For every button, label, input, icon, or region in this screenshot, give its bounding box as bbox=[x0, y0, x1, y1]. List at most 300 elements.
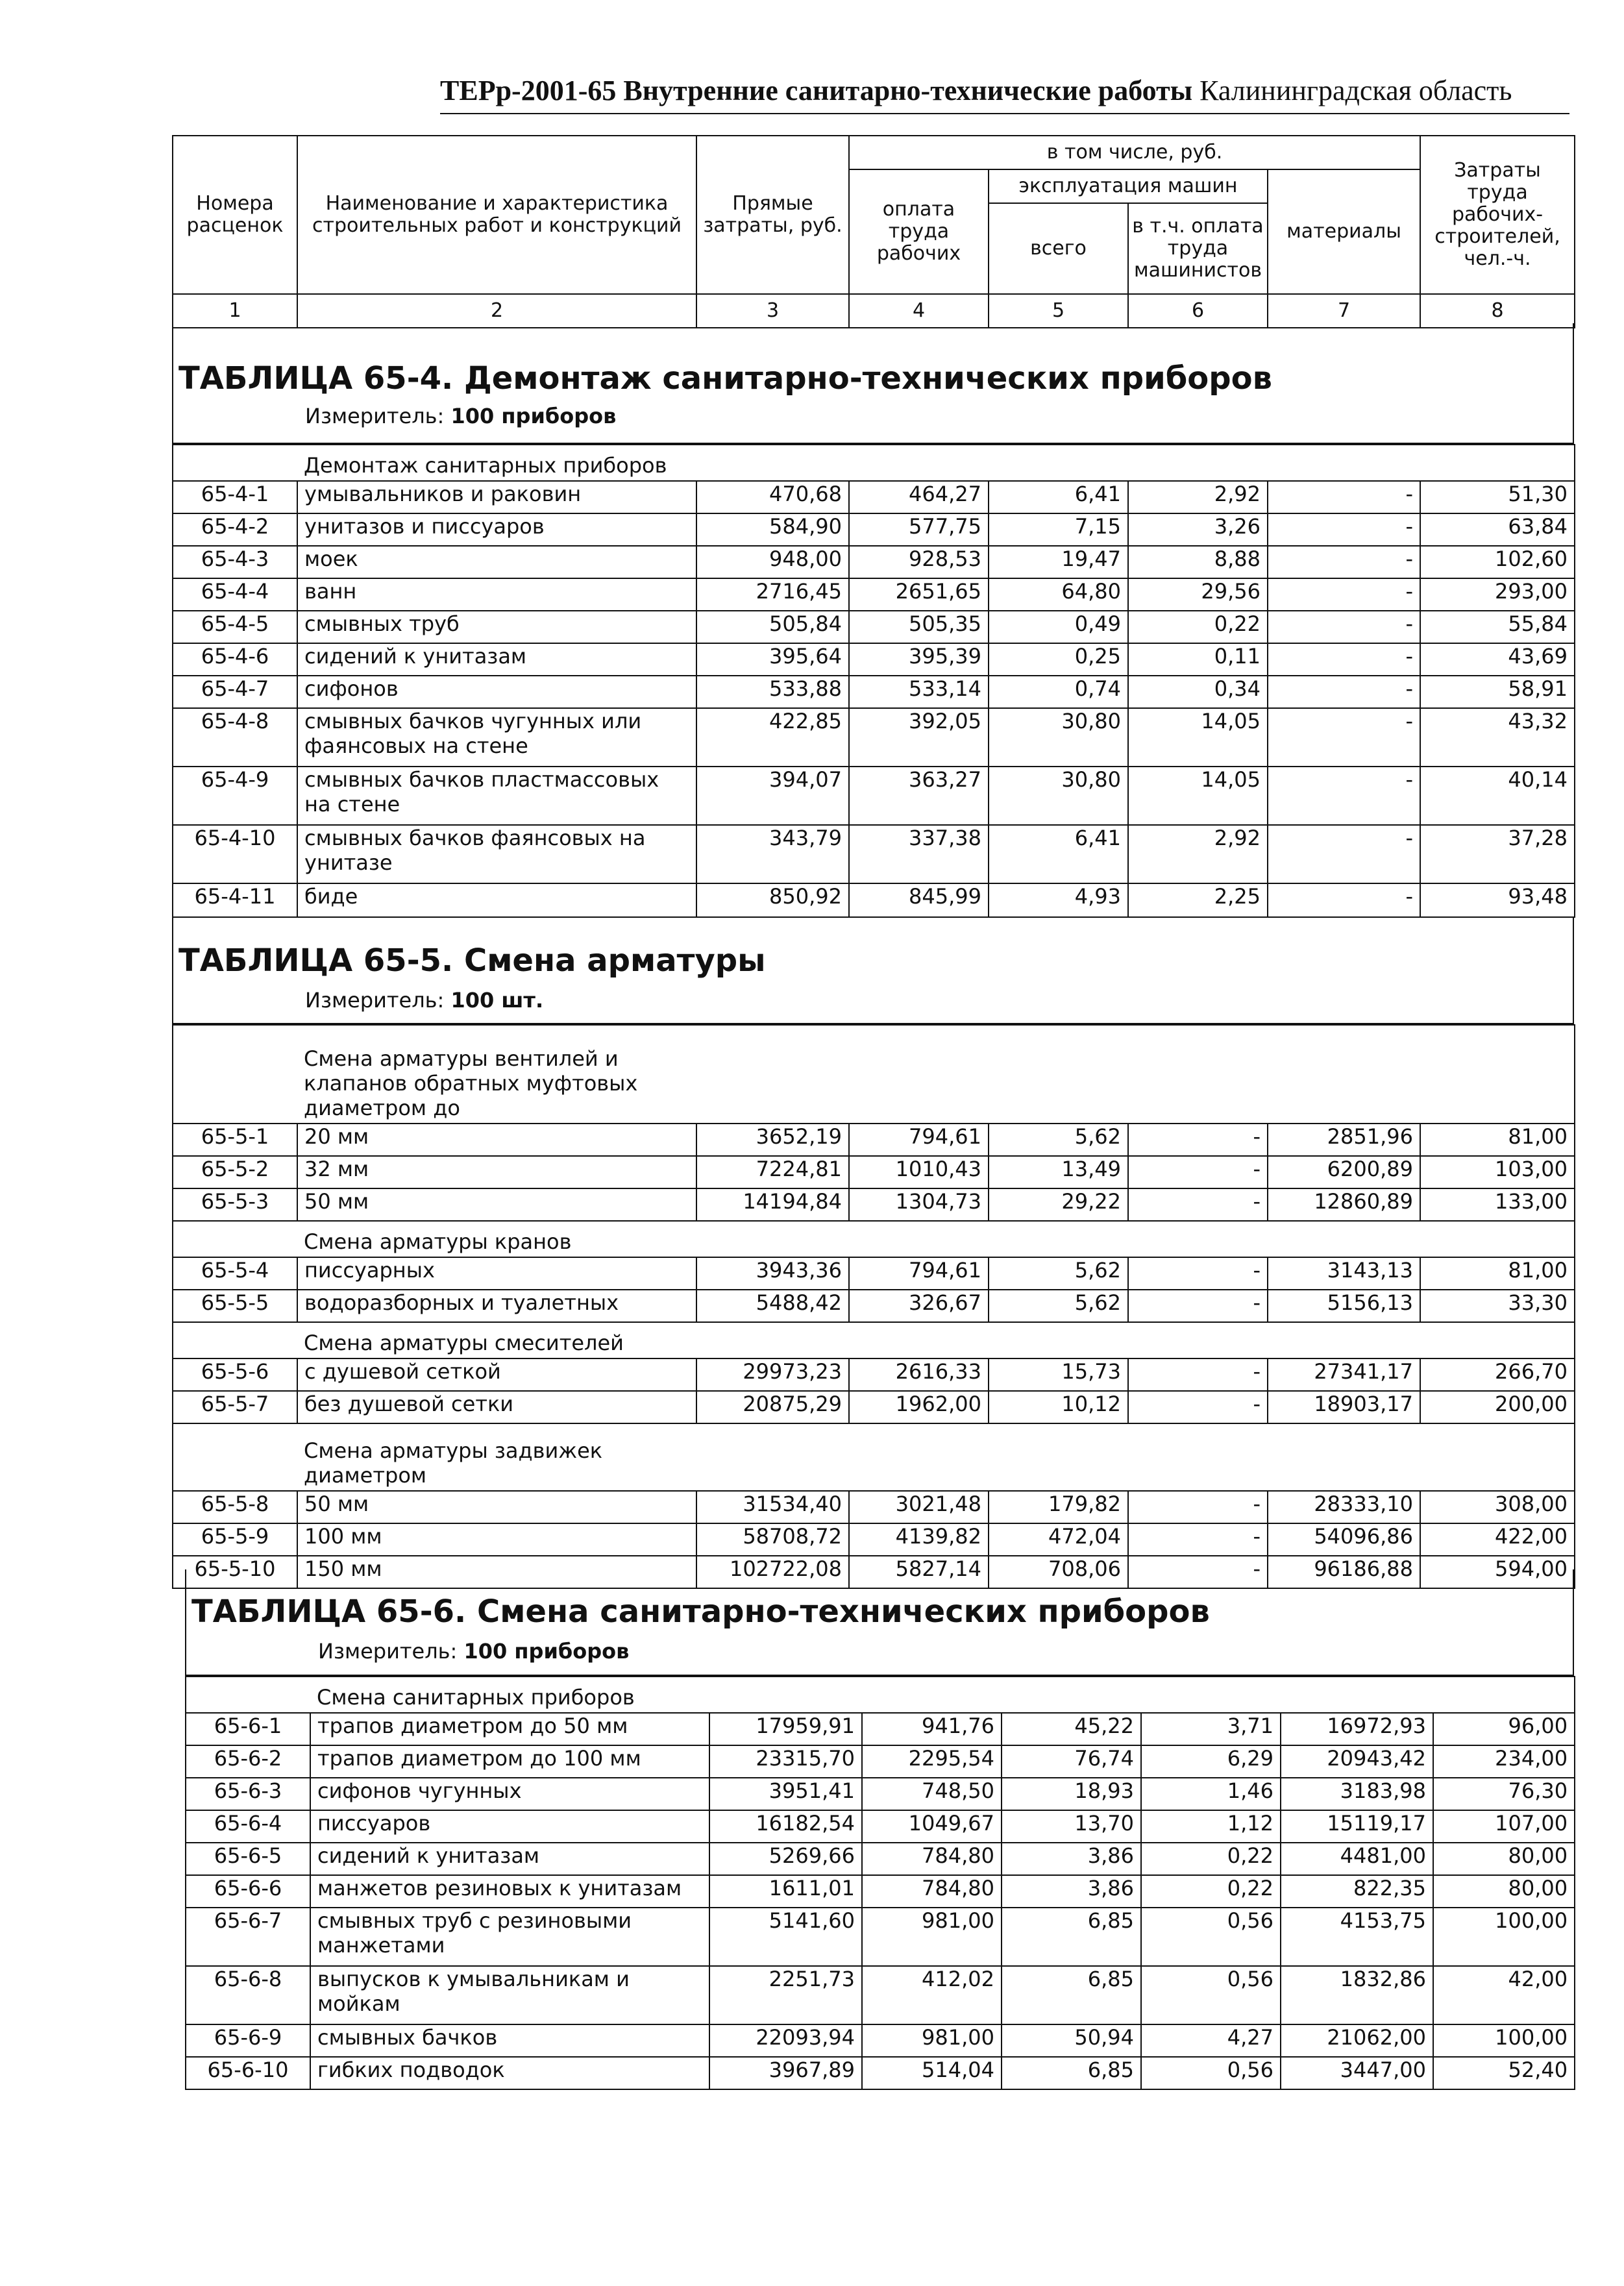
cell-code: 65-5-7 bbox=[173, 1391, 297, 1423]
table-row bbox=[173, 1124, 1575, 1156]
cell-code: 65-4-1 bbox=[173, 481, 297, 513]
group-label: Демонтаж санитарных приборов bbox=[297, 445, 1575, 481]
cell-mach: 472,04 bbox=[989, 1523, 1128, 1556]
cell-hours: 100,00 bbox=[1433, 1908, 1575, 1966]
cell-code: 65-6-4 bbox=[186, 1810, 310, 1843]
cell-labor: 794,61 bbox=[849, 1124, 989, 1156]
section-title: ТАБЛИЦА 65-6. Смена санитарно-технических приборов bbox=[191, 1593, 1210, 1630]
cell-hours: 51,30 bbox=[1420, 481, 1575, 513]
cell-machinists: 6,29 bbox=[1141, 1745, 1281, 1778]
cell-direct: 850,92 bbox=[696, 883, 849, 917]
cell-machinists: 3,26 bbox=[1128, 513, 1268, 546]
col-including-header: в том числе, руб. bbox=[849, 136, 1420, 169]
cell-name: без душевой сетки bbox=[297, 1391, 696, 1423]
cell-hours: 42,00 bbox=[1433, 1966, 1575, 2024]
cell-name: трапов диаметром до 50 мм bbox=[310, 1713, 709, 1745]
table-row bbox=[173, 1523, 1575, 1556]
cell-direct: 17959,91 bbox=[709, 1713, 862, 1745]
cell-labor: 1962,00 bbox=[849, 1391, 989, 1423]
cell-hours: 308,00 bbox=[1420, 1491, 1575, 1523]
col-labor-header: оплата труда рабочих bbox=[849, 169, 989, 294]
section-table bbox=[172, 1024, 1575, 1589]
table-row bbox=[173, 1156, 1575, 1188]
group-spacer bbox=[173, 1025, 297, 1124]
cell-machinists: 2,92 bbox=[1128, 825, 1268, 883]
cell-machinists: - bbox=[1128, 1491, 1268, 1523]
cell-direct: 470,68 bbox=[696, 481, 849, 513]
cell-labor: 2295,54 bbox=[862, 1745, 1002, 1778]
cell-hours: 102,60 bbox=[1420, 546, 1575, 578]
cell-mach: 6,85 bbox=[1002, 1908, 1141, 1966]
cell-materials: 6200,89 bbox=[1268, 1156, 1420, 1188]
table-row bbox=[173, 1257, 1575, 1290]
cell-materials: 12860,89 bbox=[1268, 1188, 1420, 1221]
cell-materials: 1832,86 bbox=[1281, 1966, 1433, 2024]
col-machines-header: эксплуатация машин bbox=[989, 169, 1268, 203]
col-number: 4 bbox=[849, 294, 989, 328]
cell-name: смывных бачков bbox=[310, 2024, 709, 2057]
col-machines-total-header: всего bbox=[989, 203, 1128, 294]
cell-materials: 3143,13 bbox=[1268, 1257, 1420, 1290]
col-number: 2 bbox=[297, 294, 696, 328]
group-spacer bbox=[173, 1221, 297, 1257]
cell-direct: 31534,40 bbox=[696, 1491, 849, 1523]
cell-machinists: 0,56 bbox=[1141, 1966, 1281, 2024]
header-title: Внутренние санитарно-технические работы bbox=[623, 75, 1193, 106]
cell-labor: 412,02 bbox=[862, 1966, 1002, 2024]
cell-hours: 133,00 bbox=[1420, 1188, 1575, 1221]
table-row bbox=[173, 643, 1575, 676]
header-region: Калининградская область bbox=[1200, 75, 1512, 106]
cell-direct: 3967,89 bbox=[709, 2057, 862, 2089]
cell-mach: 50,94 bbox=[1002, 2024, 1141, 2057]
group-label: Смена санитарных приборов bbox=[310, 1677, 1575, 1713]
cell-code: 65-4-9 bbox=[173, 767, 297, 825]
cell-materials: - bbox=[1268, 481, 1420, 513]
cell-name: сифонов bbox=[297, 676, 696, 708]
cell-name: 150 мм bbox=[297, 1556, 696, 1588]
cell-labor: 326,67 bbox=[849, 1290, 989, 1322]
cell-materials: 28333,10 bbox=[1268, 1491, 1420, 1523]
cell-materials: - bbox=[1268, 676, 1420, 708]
cell-materials: 27341,17 bbox=[1268, 1358, 1420, 1391]
group-spacer bbox=[173, 1423, 297, 1491]
cell-machinists: - bbox=[1128, 1156, 1268, 1188]
cell-mach: 0,25 bbox=[989, 643, 1128, 676]
table-row bbox=[186, 2024, 1575, 2057]
cell-hours: 81,00 bbox=[1420, 1257, 1575, 1290]
cell-direct: 3943,36 bbox=[696, 1257, 849, 1290]
cell-hours: 594,00 bbox=[1420, 1556, 1575, 1588]
cell-mach: 10,12 bbox=[989, 1391, 1128, 1423]
table-row bbox=[173, 825, 1575, 883]
cell-mach: 30,80 bbox=[989, 708, 1128, 767]
cell-mach: 6,85 bbox=[1002, 2057, 1141, 2089]
cell-name: сидений к унитазам bbox=[297, 643, 696, 676]
cell-hours: 103,00 bbox=[1420, 1156, 1575, 1188]
cell-direct: 20875,29 bbox=[696, 1391, 849, 1423]
cell-machinists: - bbox=[1128, 1290, 1268, 1322]
cell-machinists: 2,92 bbox=[1128, 481, 1268, 513]
cell-hours: 81,00 bbox=[1420, 1124, 1575, 1156]
meter-label: Измеритель: bbox=[305, 404, 451, 428]
cell-code: 65-6-2 bbox=[186, 1745, 310, 1778]
cell-name: с душевой сеткой bbox=[297, 1358, 696, 1391]
section-frame bbox=[172, 918, 1574, 1024]
section-frame bbox=[172, 323, 1574, 444]
cell-name: умывальников и раковин bbox=[297, 481, 696, 513]
cell-hours: 200,00 bbox=[1420, 1391, 1575, 1423]
cell-hours: 43,32 bbox=[1420, 708, 1575, 767]
cell-code: 65-5-9 bbox=[173, 1523, 297, 1556]
cell-direct: 422,85 bbox=[696, 708, 849, 767]
table-row bbox=[173, 1491, 1575, 1523]
cell-name: писсуаров bbox=[310, 1810, 709, 1843]
cell-mach: 3,86 bbox=[1002, 1875, 1141, 1908]
cell-machinists: - bbox=[1128, 1523, 1268, 1556]
cell-materials: - bbox=[1268, 767, 1420, 825]
cell-labor: 533,14 bbox=[849, 676, 989, 708]
col-materials-header: материалы bbox=[1268, 169, 1420, 294]
cell-materials: 96186,88 bbox=[1268, 1556, 1420, 1588]
col-number: 6 bbox=[1128, 294, 1268, 328]
cell-mach: 18,93 bbox=[1002, 1778, 1141, 1810]
cell-labor: 784,80 bbox=[862, 1875, 1002, 1908]
col-number: 8 bbox=[1420, 294, 1575, 328]
cell-hours: 234,00 bbox=[1433, 1745, 1575, 1778]
cell-labor: 577,75 bbox=[849, 513, 989, 546]
cell-materials: 4481,00 bbox=[1281, 1843, 1433, 1875]
cell-direct: 505,84 bbox=[696, 611, 849, 643]
cell-labor: 2616,33 bbox=[849, 1358, 989, 1391]
cell-hours: 55,84 bbox=[1420, 611, 1575, 643]
cell-name: выпусков к умывальникам и мойкам bbox=[310, 1966, 709, 2024]
table-row bbox=[173, 1290, 1575, 1322]
cell-materials: 16972,93 bbox=[1281, 1713, 1433, 1745]
cell-code: 65-6-1 bbox=[186, 1713, 310, 1745]
col-number: 5 bbox=[989, 294, 1128, 328]
cell-code: 65-4-7 bbox=[173, 676, 297, 708]
cell-labor: 363,27 bbox=[849, 767, 989, 825]
cell-mach: 6,41 bbox=[989, 825, 1128, 883]
section-table bbox=[172, 444, 1575, 918]
cell-hours: 422,00 bbox=[1420, 1523, 1575, 1556]
cell-labor: 395,39 bbox=[849, 643, 989, 676]
cell-hours: 33,30 bbox=[1420, 1290, 1575, 1322]
cell-machinists: 1,46 bbox=[1141, 1778, 1281, 1810]
cell-direct: 2251,73 bbox=[709, 1966, 862, 2024]
cell-materials: - bbox=[1268, 578, 1420, 611]
table-row bbox=[173, 578, 1575, 611]
cell-name: смывных бачков фаянсовых на унитазе bbox=[297, 825, 696, 883]
cell-machinists: 0,34 bbox=[1128, 676, 1268, 708]
cell-materials: 54096,86 bbox=[1268, 1523, 1420, 1556]
group-row bbox=[173, 1322, 1575, 1358]
cell-code: 65-6-8 bbox=[186, 1966, 310, 2024]
cell-labor: 464,27 bbox=[849, 481, 989, 513]
column-header-table bbox=[172, 135, 1575, 328]
cell-name: 50 мм bbox=[297, 1188, 696, 1221]
cell-materials: 21062,00 bbox=[1281, 2024, 1433, 2057]
group-row bbox=[173, 1221, 1575, 1257]
page-header bbox=[440, 71, 1569, 114]
col-number: 1 bbox=[173, 294, 297, 328]
cell-machinists: 29,56 bbox=[1128, 578, 1268, 611]
cell-labor: 392,05 bbox=[849, 708, 989, 767]
cell-materials: - bbox=[1268, 825, 1420, 883]
cell-code: 65-5-6 bbox=[173, 1358, 297, 1391]
cell-labor: 928,53 bbox=[849, 546, 989, 578]
cell-materials: 15119,17 bbox=[1281, 1810, 1433, 1843]
cell-hours: 43,69 bbox=[1420, 643, 1575, 676]
cell-labor: 505,35 bbox=[849, 611, 989, 643]
table-row bbox=[173, 1188, 1575, 1221]
cell-direct: 3951,41 bbox=[709, 1778, 862, 1810]
cell-labor: 514,04 bbox=[862, 2057, 1002, 2089]
cell-mach: 7,15 bbox=[989, 513, 1128, 546]
cell-name: сидений к унитазам bbox=[310, 1843, 709, 1875]
cell-machinists: 14,05 bbox=[1128, 708, 1268, 767]
cell-code: 65-5-8 bbox=[173, 1491, 297, 1523]
cell-mach: 45,22 bbox=[1002, 1713, 1141, 1745]
cell-code: 65-5-3 bbox=[173, 1188, 297, 1221]
cell-direct: 394,07 bbox=[696, 767, 849, 825]
cell-labor: 941,76 bbox=[862, 1713, 1002, 1745]
cell-direct: 395,64 bbox=[696, 643, 849, 676]
cell-labor: 794,61 bbox=[849, 1257, 989, 1290]
table-row bbox=[186, 1778, 1575, 1810]
cell-machinists: - bbox=[1128, 1391, 1268, 1423]
cell-labor: 981,00 bbox=[862, 2024, 1002, 2057]
col-machinists-header: в т.ч. оплата труда машинистов bbox=[1128, 203, 1268, 294]
cell-name: манжетов резиновых к унитазам bbox=[310, 1875, 709, 1908]
table-row bbox=[186, 1713, 1575, 1745]
table-row bbox=[186, 1875, 1575, 1908]
cell-direct: 1611,01 bbox=[709, 1875, 862, 1908]
cell-code: 65-6-3 bbox=[186, 1778, 310, 1810]
cell-code: 65-6-9 bbox=[186, 2024, 310, 2057]
table-row bbox=[186, 1843, 1575, 1875]
cell-name: унитазов и писсуаров bbox=[297, 513, 696, 546]
cell-code: 65-5-1 bbox=[173, 1124, 297, 1156]
col-hours-header: Затраты труда рабочих-строителей, чел.-ч. bbox=[1420, 136, 1575, 294]
cell-name: 50 мм bbox=[297, 1491, 696, 1523]
cell-materials: - bbox=[1268, 708, 1420, 767]
cell-code: 65-6-6 bbox=[186, 1875, 310, 1908]
table-row bbox=[186, 2057, 1575, 2089]
section-frame bbox=[185, 1569, 1574, 1676]
cell-code: 65-4-5 bbox=[173, 611, 297, 643]
cell-mach: 6,85 bbox=[1002, 1966, 1141, 2024]
cell-name: моек bbox=[297, 546, 696, 578]
cell-machinists: - bbox=[1128, 1188, 1268, 1221]
cell-name: гибких подводок bbox=[310, 2057, 709, 2089]
cell-code: 65-4-10 bbox=[173, 825, 297, 883]
cell-materials: - bbox=[1268, 611, 1420, 643]
col-number: 7 bbox=[1268, 294, 1420, 328]
cell-mach: 179,82 bbox=[989, 1491, 1128, 1523]
cell-labor: 337,38 bbox=[849, 825, 989, 883]
cell-materials: 2851,96 bbox=[1268, 1124, 1420, 1156]
cell-materials: - bbox=[1268, 643, 1420, 676]
table-row bbox=[173, 767, 1575, 825]
header-code: ТЕРр-2001-65 bbox=[440, 75, 617, 106]
cell-labor: 3021,48 bbox=[849, 1491, 989, 1523]
cell-machinists: 0,56 bbox=[1141, 1908, 1281, 1966]
cell-direct: 3652,19 bbox=[696, 1124, 849, 1156]
cell-labor: 1304,73 bbox=[849, 1188, 989, 1221]
cell-mach: 3,86 bbox=[1002, 1843, 1141, 1875]
cell-code: 65-6-10 bbox=[186, 2057, 310, 2089]
cell-labor: 748,50 bbox=[862, 1778, 1002, 1810]
meter-label: Измеритель: bbox=[305, 988, 451, 1013]
cell-mach: 4,93 bbox=[989, 883, 1128, 917]
cell-code: 65-4-4 bbox=[173, 578, 297, 611]
cell-name: водоразборных и туалетных bbox=[297, 1290, 696, 1322]
table-row bbox=[186, 1745, 1575, 1778]
table-row bbox=[173, 611, 1575, 643]
cell-code: 65-4-6 bbox=[173, 643, 297, 676]
cell-mach: 5,62 bbox=[989, 1124, 1128, 1156]
cell-materials: 3447,00 bbox=[1281, 2057, 1433, 2089]
cell-code: 65-4-2 bbox=[173, 513, 297, 546]
cell-name: писсуарных bbox=[297, 1257, 696, 1290]
cell-hours: 37,28 bbox=[1420, 825, 1575, 883]
group-row bbox=[173, 445, 1575, 481]
cell-code: 65-5-2 bbox=[173, 1156, 297, 1188]
cell-mach: 13,49 bbox=[989, 1156, 1128, 1188]
group-spacer bbox=[173, 445, 297, 481]
cell-mach: 0,49 bbox=[989, 611, 1128, 643]
cell-code: 65-5-5 bbox=[173, 1290, 297, 1322]
cell-hours: 58,91 bbox=[1420, 676, 1575, 708]
cell-mach: 6,41 bbox=[989, 481, 1128, 513]
cell-materials: - bbox=[1268, 513, 1420, 546]
cell-machinists: 1,12 bbox=[1141, 1810, 1281, 1843]
cell-name: смывных бачков чугунных или фаянсовых на стене bbox=[297, 708, 696, 767]
cell-direct: 5488,42 bbox=[696, 1290, 849, 1322]
group-row bbox=[173, 1025, 1575, 1124]
col-number: 3 bbox=[696, 294, 849, 328]
cell-hours: 96,00 bbox=[1433, 1713, 1575, 1745]
cell-materials: 3183,98 bbox=[1281, 1778, 1433, 1810]
cell-hours: 93,48 bbox=[1420, 883, 1575, 917]
table-row bbox=[186, 1810, 1575, 1843]
cell-machinists: 0,22 bbox=[1141, 1843, 1281, 1875]
cell-materials: - bbox=[1268, 546, 1420, 578]
cell-machinists: - bbox=[1128, 1358, 1268, 1391]
table-row bbox=[173, 546, 1575, 578]
col-direct-header: Прямые затраты, руб. bbox=[696, 136, 849, 294]
cell-machinists: 4,27 bbox=[1141, 2024, 1281, 2057]
cell-labor: 5827,14 bbox=[849, 1556, 989, 1588]
cell-machinists: 2,25 bbox=[1128, 883, 1268, 917]
cell-mach: 64,80 bbox=[989, 578, 1128, 611]
cell-direct: 343,79 bbox=[696, 825, 849, 883]
cell-code: 65-6-5 bbox=[186, 1843, 310, 1875]
cell-machinists: - bbox=[1128, 1556, 1268, 1588]
meter-value: 100 приборов bbox=[463, 1639, 630, 1664]
cell-name: сифонов чугунных bbox=[310, 1778, 709, 1810]
cell-machinists: 0,22 bbox=[1141, 1875, 1281, 1908]
cell-labor: 2651,65 bbox=[849, 578, 989, 611]
cell-mach: 13,70 bbox=[1002, 1810, 1141, 1843]
cell-name: ванн bbox=[297, 578, 696, 611]
meter-value: 100 приборов bbox=[450, 404, 617, 428]
cell-mach: 5,62 bbox=[989, 1290, 1128, 1322]
meter-label: Измеритель: bbox=[318, 1639, 464, 1664]
cell-code: 65-4-3 bbox=[173, 546, 297, 578]
cell-code: 65-4-11 bbox=[173, 883, 297, 917]
cell-hours: 107,00 bbox=[1433, 1810, 1575, 1843]
group-label: Смена арматуры задвижек диаметром bbox=[297, 1423, 1575, 1491]
meter-value: 100 шт. bbox=[450, 988, 544, 1013]
table-row bbox=[173, 513, 1575, 546]
cell-mach: 30,80 bbox=[989, 767, 1128, 825]
cell-direct: 584,90 bbox=[696, 513, 849, 546]
cell-hours: 52,40 bbox=[1433, 2057, 1575, 2089]
table-row bbox=[173, 1358, 1575, 1391]
cell-code: 65-4-8 bbox=[173, 708, 297, 767]
cell-code: 65-5-4 bbox=[173, 1257, 297, 1290]
cell-code: 65-5-10 bbox=[173, 1556, 297, 1588]
cell-mach: 15,73 bbox=[989, 1358, 1128, 1391]
cell-materials: 822,35 bbox=[1281, 1875, 1433, 1908]
cell-name: биде bbox=[297, 883, 696, 917]
section-title: ТАБЛИЦА 65-5. Смена арматуры bbox=[178, 942, 766, 979]
cell-machinists: 3,71 bbox=[1141, 1713, 1281, 1745]
cell-direct: 5269,66 bbox=[709, 1843, 862, 1875]
cell-hours: 40,14 bbox=[1420, 767, 1575, 825]
cell-hours: 76,30 bbox=[1433, 1778, 1575, 1810]
cell-labor: 1049,67 bbox=[862, 1810, 1002, 1843]
table-row bbox=[186, 1908, 1575, 1966]
cell-direct: 16182,54 bbox=[709, 1810, 862, 1843]
group-label: Смена арматуры смесителей bbox=[297, 1322, 1575, 1358]
cell-labor: 981,00 bbox=[862, 1908, 1002, 1966]
cell-mach: 0,74 bbox=[989, 676, 1128, 708]
cell-direct: 29973,23 bbox=[696, 1358, 849, 1391]
cell-hours: 266,70 bbox=[1420, 1358, 1575, 1391]
col-code-header: Номера расценок bbox=[173, 136, 297, 294]
cell-hours: 80,00 bbox=[1433, 1875, 1575, 1908]
cell-machinists: 0,22 bbox=[1128, 611, 1268, 643]
table-row bbox=[173, 676, 1575, 708]
cell-machinists: 14,05 bbox=[1128, 767, 1268, 825]
cell-mach: 5,62 bbox=[989, 1257, 1128, 1290]
cell-labor: 4139,82 bbox=[849, 1523, 989, 1556]
cell-machinists: 8,88 bbox=[1128, 546, 1268, 578]
cell-machinists: 0,56 bbox=[1141, 2057, 1281, 2089]
cell-labor: 845,99 bbox=[849, 883, 989, 917]
section-title: ТАБЛИЦА 65-4. Демонтаж санитарно-технических приборов bbox=[178, 360, 1272, 397]
group-spacer bbox=[173, 1322, 297, 1358]
cell-name: смывных труб с резиновыми манжетами bbox=[310, 1908, 709, 1966]
table-row bbox=[173, 481, 1575, 513]
table-row bbox=[173, 708, 1575, 767]
cell-hours: 100,00 bbox=[1433, 2024, 1575, 2057]
cell-mach: 76,74 bbox=[1002, 1745, 1141, 1778]
cell-direct: 102722,08 bbox=[696, 1556, 849, 1588]
table-row bbox=[186, 1966, 1575, 2024]
cell-hours: 63,84 bbox=[1420, 513, 1575, 546]
cell-direct: 7224,81 bbox=[696, 1156, 849, 1188]
cell-name: смывных бачков пластмассовых на стене bbox=[297, 767, 696, 825]
cell-materials: 4153,75 bbox=[1281, 1908, 1433, 1966]
cell-name: трапов диаметром до 100 мм bbox=[310, 1745, 709, 1778]
cell-direct: 14194,84 bbox=[696, 1188, 849, 1221]
cell-hours: 293,00 bbox=[1420, 578, 1575, 611]
